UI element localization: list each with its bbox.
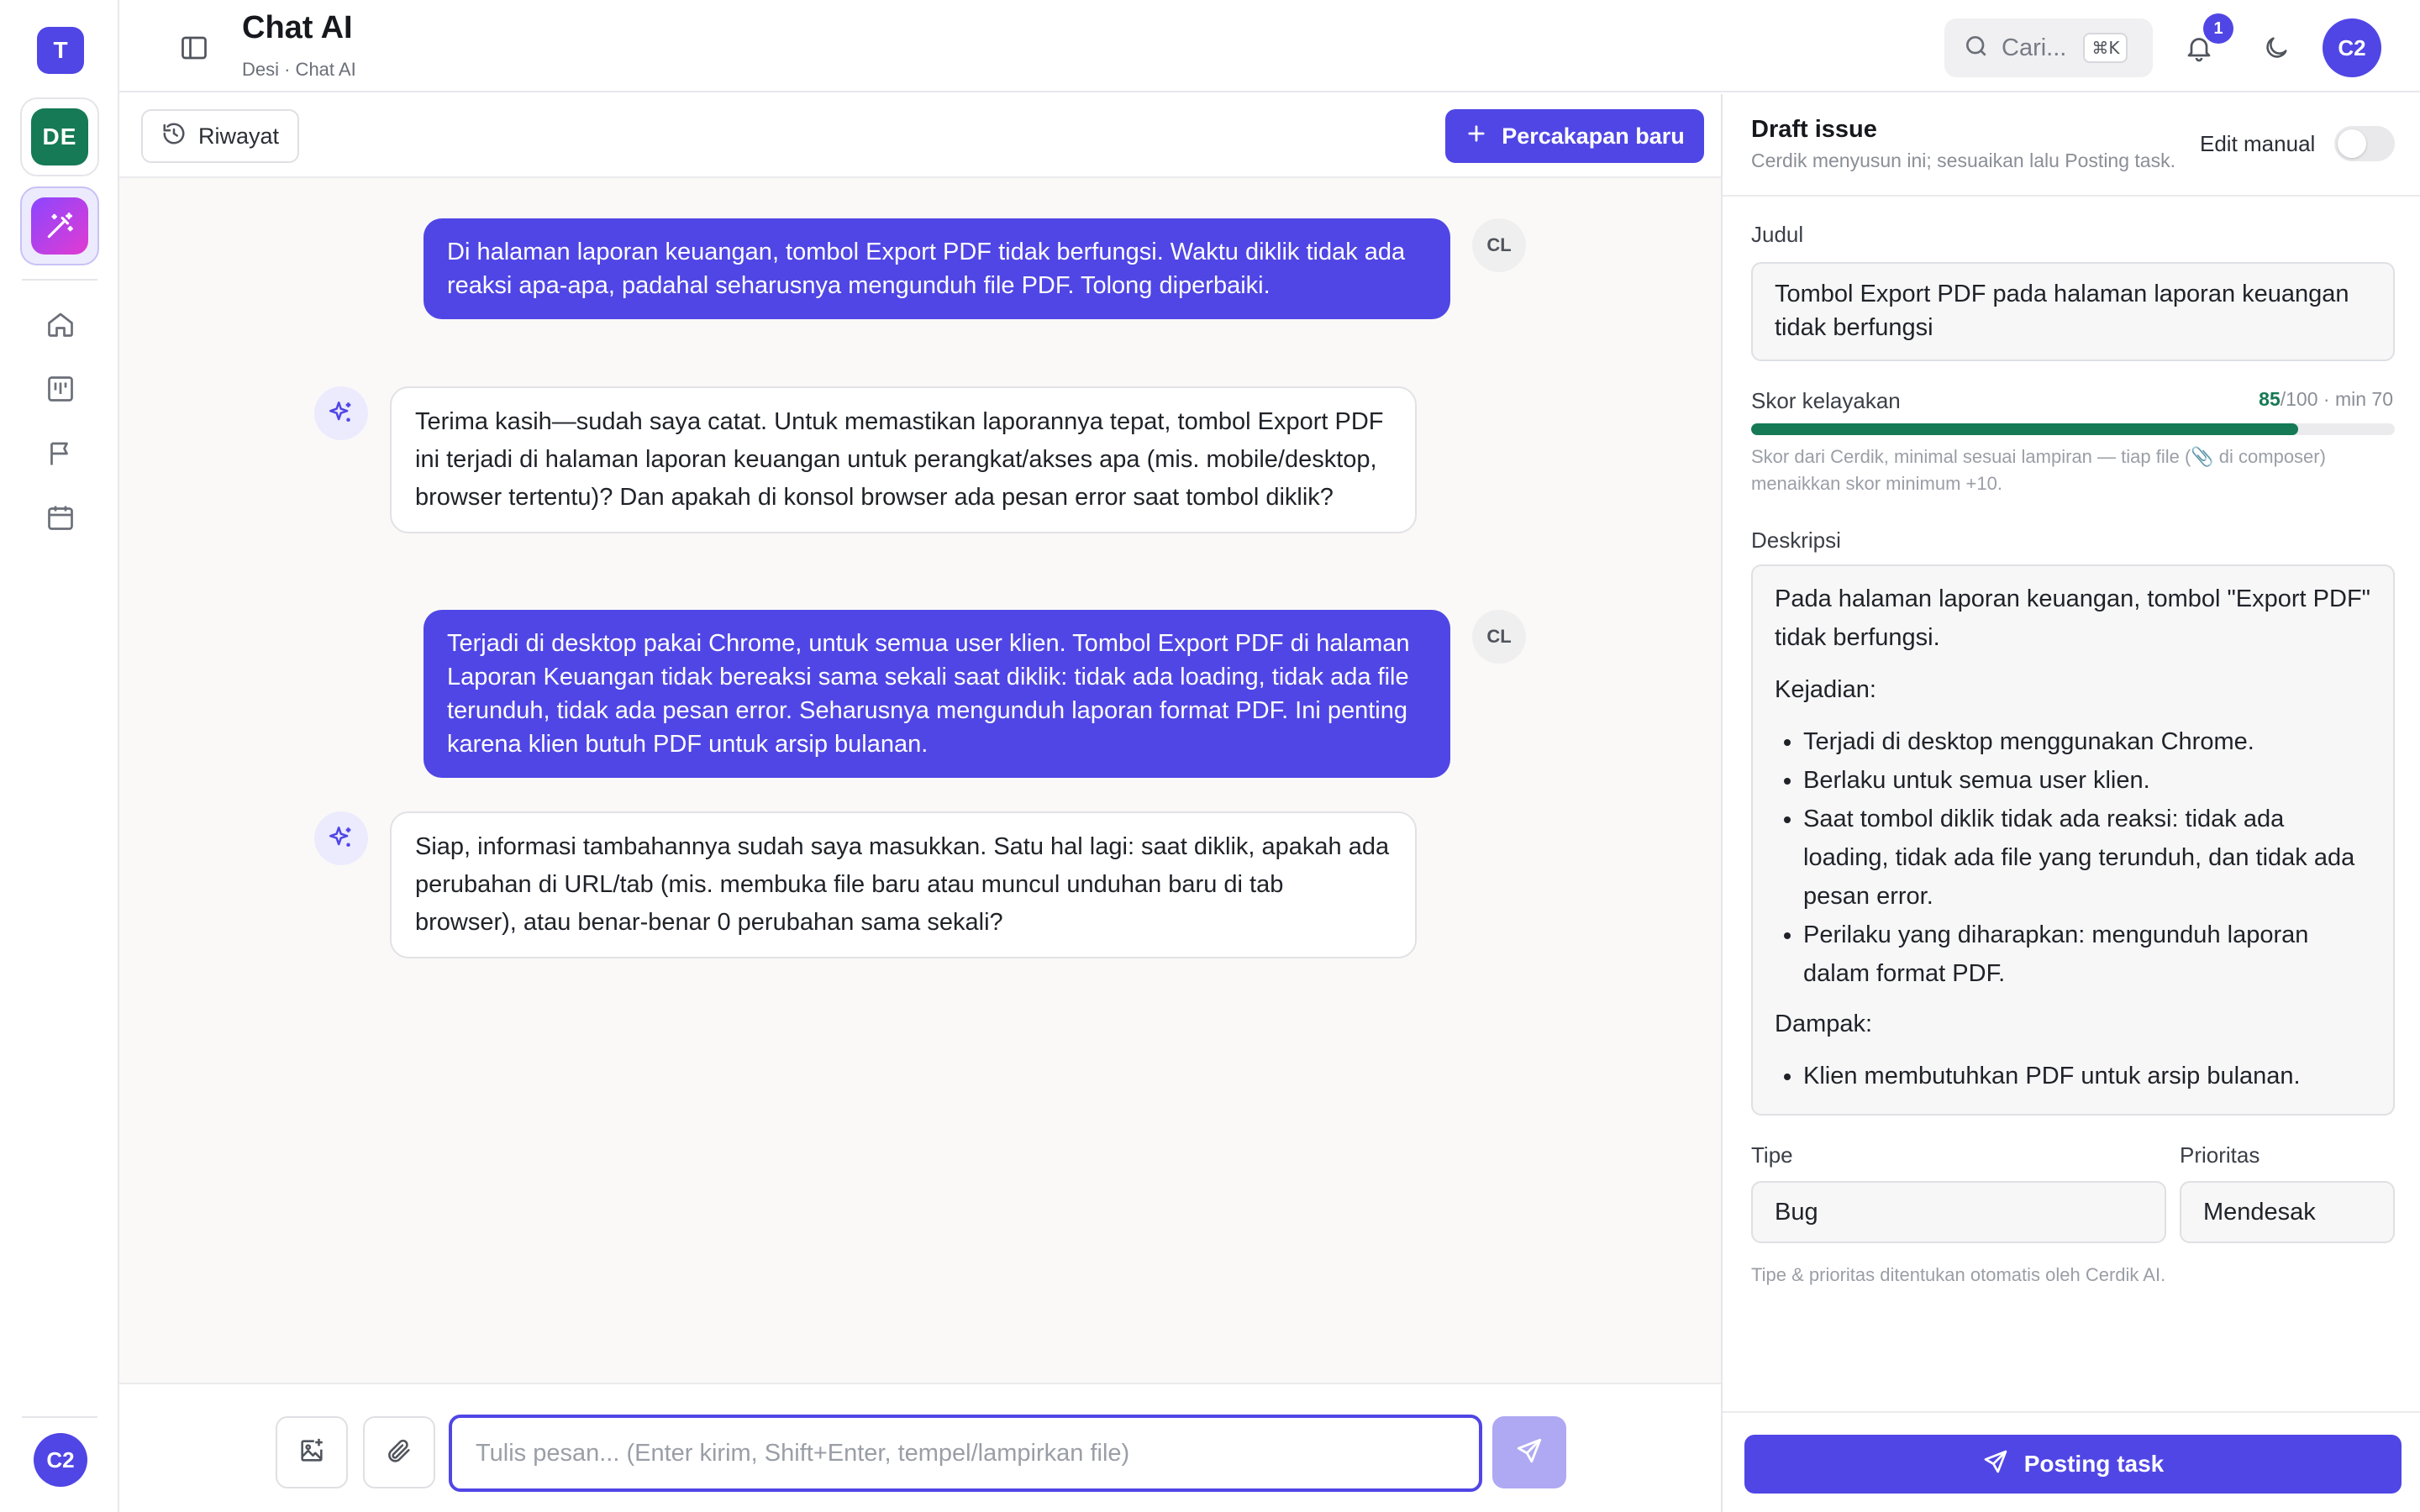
send-button[interactable] bbox=[1492, 1416, 1566, 1488]
chat-area bbox=[119, 94, 1721, 1512]
ai-sparkle-icon bbox=[314, 386, 368, 440]
deskripsi-field[interactable] bbox=[1751, 564, 2395, 1116]
list-item: • Perilaku yang diharapkan: mengunduh laporan dalam format PDF. bbox=[1803, 916, 2371, 993]
list-item: • Saat tombol diklik tidak ada reaksi: tidak ada loading, tidak ada file yang terunduh, dan tidak ada pesan error. bbox=[1803, 800, 2371, 916]
post-task-label: Posting task bbox=[2023, 1451, 2165, 1477]
user-avatar: CL bbox=[1472, 218, 1526, 272]
user-message: Di halaman laporan keuangan, tombol Export PDF tidak berfungsi. Waktu diklik tidak ada reaksi apa-apa, padahal seharusnya mengunduh file PDF. Tolong diperbaiki. bbox=[424, 218, 1450, 319]
chat-toolbar bbox=[119, 94, 1721, 178]
paperclip-icon bbox=[385, 1436, 413, 1469]
ai-sparkle-icon bbox=[314, 811, 368, 865]
header-avatar[interactable]: C2 bbox=[2323, 18, 2381, 77]
deskripsi-label: Deskripsi bbox=[1751, 528, 1841, 553]
sidebar-toggle-icon[interactable] bbox=[171, 25, 217, 71]
auto-hint: Tipe & prioritas ditentukan otomatis oleh Cerdik AI. bbox=[1751, 1264, 2166, 1285]
list-item: • Klien membutuhkan PDF untuk arsip bulanan. bbox=[1803, 1057, 2371, 1095]
score-max: /100 bbox=[2280, 388, 2318, 410]
workspace-avatar: DE bbox=[31, 108, 88, 165]
message-composer bbox=[119, 1383, 1721, 1512]
draft-subtitle: Cerdik menyusun ini; sesuaikan lalu Posting task. bbox=[1751, 150, 2175, 171]
message-input[interactable] bbox=[449, 1415, 1482, 1492]
ai-message: Terima kasih—sudah saya catat. Untuk memastikan laporannya tepat, tombol Export PDF ini terjadi di halaman laporan keuangan untuk perangkat/akses apa (mis. mobile/desktop, browser tertentu)? Dan apakah di konsol browser ada pesan error saat tombol diklik? bbox=[390, 386, 1417, 533]
send-icon bbox=[1982, 1448, 2009, 1481]
attach-file-button[interactable] bbox=[363, 1416, 435, 1488]
workspace-switcher-de[interactable] bbox=[20, 97, 99, 176]
dampak-heading: Dampak: bbox=[1775, 1011, 1873, 1037]
left-rail bbox=[0, 0, 119, 1512]
dampak-list bbox=[1803, 1057, 2371, 1095]
search-icon bbox=[1963, 33, 1990, 64]
judul-field[interactable]: Tombol Export PDF pada halaman laporan keuangan tidak berfungsi bbox=[1751, 262, 2395, 361]
history-icon bbox=[161, 121, 187, 152]
post-task-button[interactable] bbox=[1744, 1435, 2402, 1494]
edit-manual-toggle[interactable] bbox=[2334, 126, 2395, 161]
judul-label: Judul bbox=[1751, 222, 1804, 247]
notification-bell-icon[interactable] bbox=[2175, 18, 2223, 72]
user-message: Terjadi di desktop pakai Chrome, untuk semua user klien. Tombol Export PDF di halaman Laporan Keuangan tidak bereaksi sama sekali saat diklik: tidak ada loading, tidak ada file terunduh, tidak ada pesan error. Seharusnya mengunduh laporan format PDF. Ini penting karena klien butuh PDF untuk arsip bulanan. bbox=[424, 610, 1450, 778]
dark-mode-icon[interactable] bbox=[2252, 24, 2301, 72]
panel-footer-divider bbox=[1723, 1411, 2420, 1413]
search-button[interactable] bbox=[1944, 18, 2153, 77]
new-chat-label: Percakapan baru bbox=[1502, 123, 1685, 149]
score-label: Skor kelayakan bbox=[1751, 388, 1901, 413]
score-progress-bar bbox=[1751, 423, 2395, 435]
image-add-icon bbox=[297, 1436, 326, 1469]
score-min: · min 70 bbox=[2317, 388, 2393, 410]
user-avatar[interactable]: C2 bbox=[34, 1433, 87, 1487]
tipe-field[interactable]: Bug bbox=[1751, 1181, 2166, 1243]
breadcrumb: Desi · Chat AI bbox=[242, 59, 356, 80]
score-number: 85 bbox=[2259, 388, 2281, 410]
magic-wand-icon bbox=[31, 197, 88, 255]
search-placeholder: Cari... bbox=[2002, 34, 2067, 61]
score-hint: Skor dari Cerdik, minimal sesuai lampiran — tiap file (📎 di composer) menaikkan skor minimum +10. bbox=[1751, 446, 2326, 494]
attach-image-button[interactable] bbox=[276, 1416, 348, 1488]
history-label: Riwayat bbox=[198, 123, 280, 149]
home-icon[interactable] bbox=[39, 302, 82, 346]
score-value bbox=[2259, 388, 2393, 411]
new-chat-button[interactable] bbox=[1445, 109, 1704, 163]
top-header bbox=[119, 0, 2420, 92]
draft-panel-header bbox=[1723, 94, 2420, 197]
search-shortcut: ⌘K bbox=[2083, 33, 2128, 63]
kejadian-heading: Kejadian: bbox=[1775, 676, 1876, 703]
user-avatar: CL bbox=[1472, 610, 1526, 664]
prioritas-field[interactable]: Mendesak bbox=[2180, 1181, 2395, 1243]
ai-assistant-button[interactable] bbox=[20, 186, 99, 265]
list-item: • Terjadi di desktop menggunakan Chrome. bbox=[1803, 722, 2371, 761]
prioritas-label: Prioritas bbox=[2180, 1142, 2260, 1168]
rail-divider bbox=[22, 279, 97, 281]
history-button[interactable] bbox=[141, 109, 299, 163]
deskripsi-intro: Pada halaman laporan keuangan, tombol "Export PDF" tidak berfungsi. bbox=[1775, 585, 2370, 651]
score-progress-fill bbox=[1751, 423, 2298, 435]
edit-manual-label: Edit manual bbox=[2200, 131, 2316, 156]
draft-title: Draft issue bbox=[1751, 116, 1877, 143]
rail-divider bbox=[22, 1416, 97, 1418]
calendar-icon[interactable] bbox=[39, 496, 82, 539]
plus-icon bbox=[1465, 122, 1488, 151]
page-title: Chat AI bbox=[242, 10, 353, 45]
board-icon[interactable] bbox=[39, 367, 82, 411]
ai-message: Siap, informasi tambahannya sudah saya masukkan. Satu hal lagi: saat diklik, apakah ada perubahan di URL/tab (mis. membuka file baru atau muncul unduhan baru di tab browser), atau benar-benar 0 perubahan sama sekali? bbox=[390, 811, 1417, 958]
draft-issue-panel bbox=[1721, 94, 2420, 1512]
flag-icon[interactable] bbox=[39, 432, 82, 475]
notification-count-badge: 1 bbox=[2203, 13, 2233, 44]
kejadian-list bbox=[1803, 722, 2371, 993]
send-icon bbox=[1515, 1436, 1544, 1469]
list-item: • Berlaku untuk semua user klien. bbox=[1803, 761, 2371, 800]
tipe-label: Tipe bbox=[1751, 1142, 1793, 1168]
team-badge[interactable]: T bbox=[37, 27, 84, 74]
toggle-knob bbox=[2338, 129, 2366, 158]
